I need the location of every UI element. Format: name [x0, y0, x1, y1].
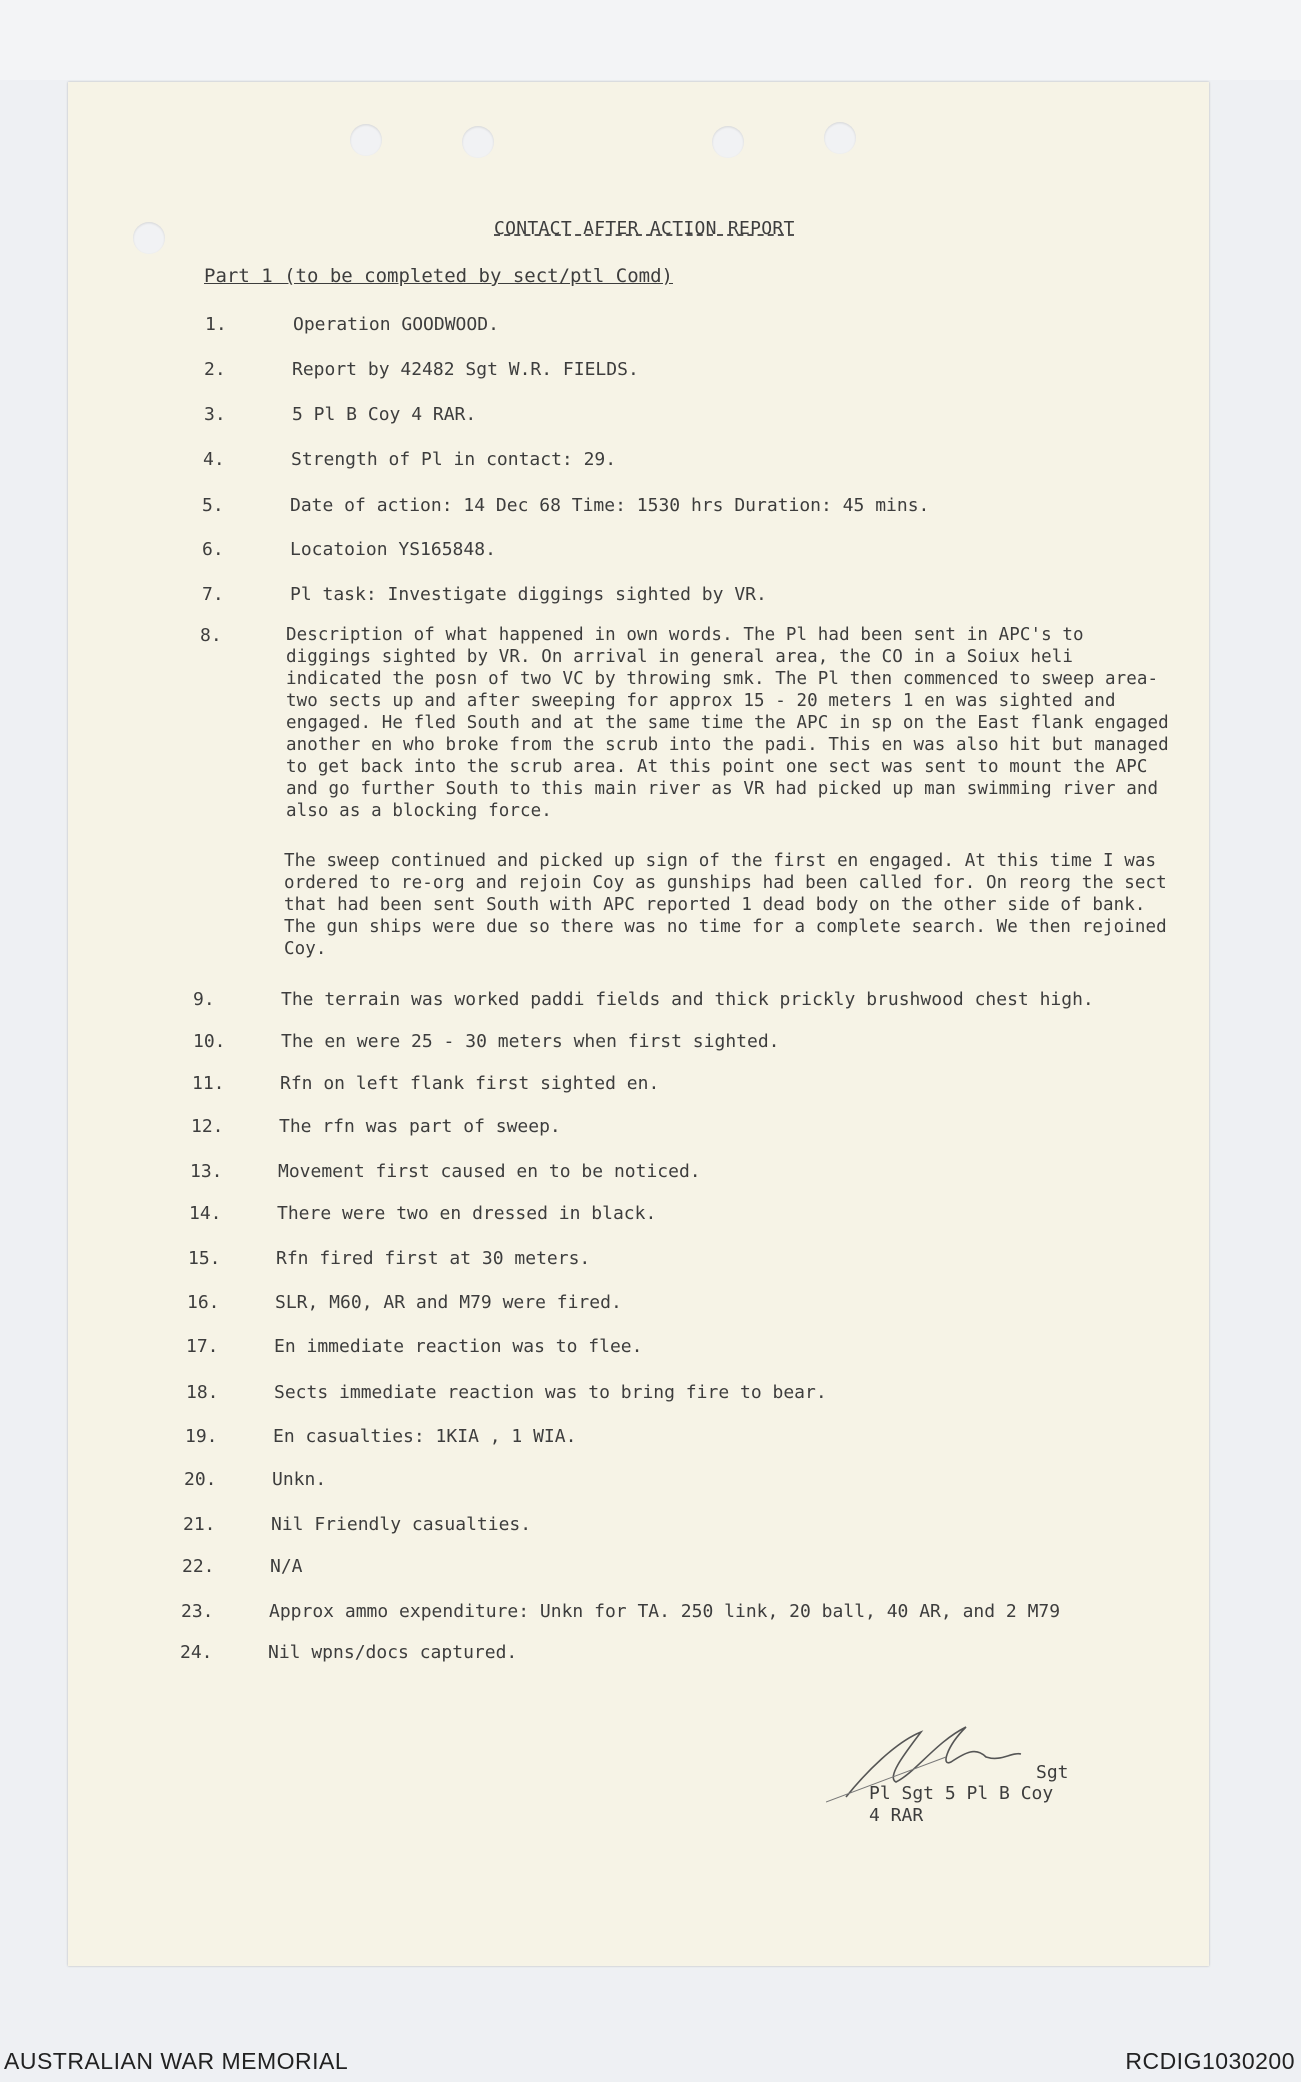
item-text: Sects immediate reaction was to bring fire to bear. — [274, 1382, 827, 1403]
item-text: The terrain was worked paddi fields and thick prickly brushwood chest high. — [281, 989, 1094, 1010]
item-number: 22. — [182, 1556, 215, 1577]
punch-hole — [824, 122, 856, 154]
item-number: 15. — [188, 1248, 221, 1269]
item-number: 24. — [180, 1642, 213, 1663]
punch-hole — [350, 124, 382, 156]
item-number: 1. — [205, 314, 227, 335]
item-text: Report by 42482 Sgt W.R. FIELDS. — [292, 359, 639, 380]
item-number: 21. — [183, 1514, 216, 1535]
item-number: 5. — [202, 495, 224, 516]
description-paragraph-2: The sweep continued and picked up sign of the first en engaged. At this time I was ordered to re-org and rejoin Coy as gunships had been called for. On reorg the sect that had been sent South with APC reported 1 dead body on the other side of bank. The gun ships were due so there was no time for a complete search. We then rejoined Coy. — [284, 851, 1167, 959]
signature-line-1: Pl Sgt 5 Pl B Coy — [869, 1783, 1054, 1804]
item-number: 2. — [204, 359, 226, 380]
item-text: SLR, M60, AR and M79 were fired. — [275, 1292, 622, 1313]
signature-line-2: 4 RAR — [869, 1805, 924, 1826]
top-background — [0, 0, 1301, 80]
item-number: 17. — [186, 1336, 219, 1357]
punch-hole — [462, 126, 494, 158]
item-number: 7. — [202, 584, 224, 605]
item-number: 4. — [203, 449, 225, 470]
item-text: Unkn. — [272, 1469, 327, 1490]
item-text: There were two en dressed in black. — [277, 1203, 657, 1224]
item-text: 5 Pl B Coy 4 RAR. — [292, 404, 477, 425]
punch-hole — [712, 126, 744, 158]
item-number: 3. — [204, 404, 226, 425]
footer-institution: AUSTRALIAN WAR MEMORIAL — [4, 2048, 349, 2074]
item-text: Locatoion YS165848. — [290, 539, 496, 560]
footer-identifier: RCDIG1030200 — [1125, 2048, 1295, 2074]
item-number: 19. — [185, 1426, 218, 1447]
item-text: The rfn was part of sweep. — [279, 1116, 561, 1137]
report-title: CONTACT AFTER ACTION REPORT — [494, 218, 795, 239]
item-text: En casualties: 1KIA , 1 WIA. — [273, 1426, 577, 1447]
item-text: Rfn fired first at 30 meters. — [276, 1248, 591, 1269]
item-number: 18. — [186, 1382, 219, 1403]
punch-hole — [133, 222, 165, 254]
item-text: En immediate reaction was to flee. — [274, 1336, 643, 1357]
item-number: 10. — [193, 1031, 226, 1052]
description-paragraph-1: Description of what happened in own words. The Pl had been sent in APC's to diggings sighted by VR. On arrival in general area, the CO in a Soiux heli indicated the posn of two VC by throwing smk. The Pl then commenced to sweep area- two sects up and after sweeping for approx 15 - 20 meters 1 en was sighted and engaged. He fled South and at the same time the APC in sp on the East flank engaged another en who broke from the scrub into the padi. This en was also hit but managed to get back into the scrub area. At this point one sect was sent to mount the APC and go further South to this main river as VR had picked up man swimming river and also as a blocking force. — [286, 625, 1169, 821]
item-text: N/A — [270, 1556, 303, 1577]
item-text: Date of action: 14 Dec 68 Time: 1530 hrs Duration: 45 mins. — [290, 495, 930, 516]
item-number: 8. — [200, 625, 222, 646]
item-text: Strength of Pl in contact: 29. — [291, 449, 617, 470]
item-text: Rfn on left flank first sighted en. — [280, 1073, 660, 1094]
item-number: 16. — [187, 1292, 220, 1313]
item-number: 13. — [190, 1161, 223, 1182]
item-text: Approx ammo expenditure: Unkn for TA. 250 link, 20 ball, 40 AR, and 2 M79 — [269, 1601, 1061, 1622]
item-text: Operation GOODWOOD. — [293, 314, 499, 335]
item-text: Movement first caused en to be noticed. — [278, 1161, 701, 1182]
item-text: The en were 25 - 30 meters when first sighted. — [281, 1031, 780, 1052]
item-number: 14. — [189, 1203, 222, 1224]
item-text: Nil Friendly casualties. — [271, 1514, 532, 1535]
document-page — [68, 82, 1209, 1966]
signature-rank: Sgt — [1036, 1762, 1069, 1783]
item-number: 11. — [192, 1073, 225, 1094]
item-number: 9. — [193, 989, 215, 1010]
item-number: 12. — [191, 1116, 224, 1137]
item-number: 23. — [181, 1601, 214, 1622]
item-text: Nil wpns/docs captured. — [268, 1642, 518, 1663]
item-number: 20. — [184, 1469, 217, 1490]
item-number: 6. — [202, 539, 224, 560]
item-text: Pl task: Investigate diggings sighted by VR. — [290, 584, 767, 605]
part-heading: Part 1 (to be completed by sect/ptl Comd) — [204, 265, 673, 287]
